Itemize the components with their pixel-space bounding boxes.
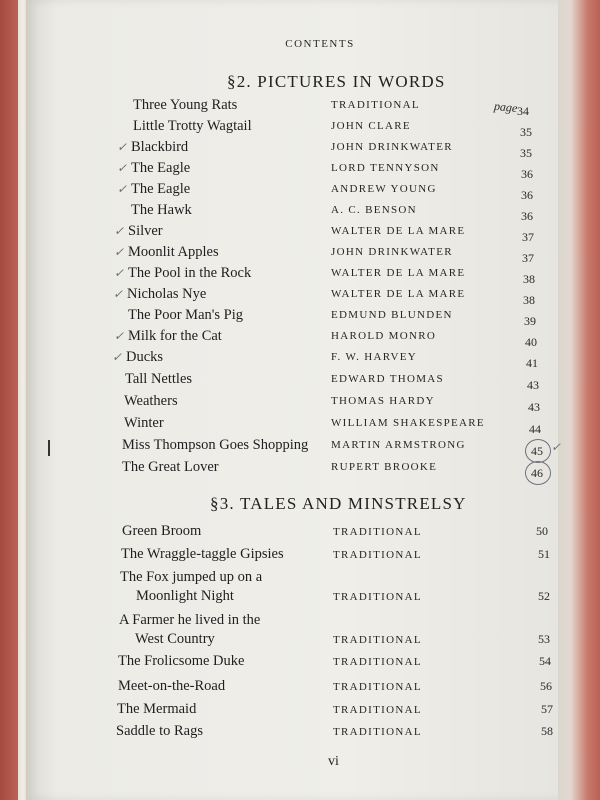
entry-author: EDWARD THOMAS <box>331 373 444 385</box>
entry-title: The Hawk <box>131 202 192 218</box>
entry-author: TRADITIONAL <box>333 591 422 603</box>
entry-author: ANDREW YOUNG <box>331 183 437 195</box>
entry-author: TRADITIONAL <box>331 99 420 111</box>
entry-page: 36 <box>521 188 533 202</box>
entry-title: Miss Thompson Goes Shopping <box>122 437 309 453</box>
entry-author: MARTIN ARMSTRONG <box>331 439 466 451</box>
page-number-footer: vi <box>328 754 339 769</box>
entry-title: The Poor Man's Pig <box>128 307 243 323</box>
entry-author: WALTER DE LA MARE <box>331 288 466 300</box>
entry-title: Milk for the Cat <box>128 328 222 344</box>
entry-page: 45 <box>531 444 543 458</box>
entry-title-continued: Moonlight Night <box>136 588 234 604</box>
entry-author: TRADITIONAL <box>333 704 422 716</box>
page-label: page <box>493 98 519 116</box>
entry-page: 36 <box>521 167 533 181</box>
tick-mark: ✓ <box>114 224 125 238</box>
entry-author: WILLIAM SHAKESPEARE <box>331 417 485 429</box>
entry-title: The Pool in the Rock <box>128 265 252 281</box>
tick-mark: ✓ <box>114 266 125 280</box>
entry-title: Moonlit Apples <box>128 244 219 260</box>
entry-page: 44 <box>529 422 541 436</box>
section-3-title: §3. TALES AND MINSTRELSY <box>210 494 467 513</box>
entry-author: JOHN DRINKWATER <box>331 141 453 153</box>
circled-page-mark <box>525 461 551 485</box>
entry-author: TRADITIONAL <box>333 681 422 693</box>
entry-page: 43 <box>527 378 539 392</box>
entry-author: HAROLD MONRO <box>331 330 437 342</box>
entry-author: A. C. BENSON <box>331 204 417 216</box>
entry-title: Tall Nettles <box>125 371 193 387</box>
entry-title: Little Trotty Wagtail <box>133 118 252 134</box>
entry-page: 57 <box>541 702 553 716</box>
entry-page: 39 <box>524 314 536 328</box>
entry-author: TRADITIONAL <box>333 549 422 561</box>
section-2-title: §2. PICTURES IN WORDS <box>227 72 446 91</box>
entry-page: 38 <box>523 293 535 307</box>
entry-author: WALTER DE LA MARE <box>331 225 466 237</box>
book-page <box>26 0 562 800</box>
entry-page: 54 <box>539 654 551 668</box>
entry-title: Saddle to Rags <box>116 723 203 739</box>
entry-title: Silver <box>128 223 163 239</box>
entry-page: 37 <box>522 230 534 244</box>
entry-page: 43 <box>528 400 540 414</box>
tick-mark: ✓ <box>112 350 123 364</box>
entry-author: TRADITIONAL <box>333 634 422 646</box>
entry-page: 35 <box>520 146 532 160</box>
entry-page: 56 <box>540 679 552 693</box>
tick-mark: ✓ <box>114 245 125 259</box>
facing-page-edge <box>558 0 600 800</box>
entry-title: The Fox jumped up on a <box>120 569 263 585</box>
entry-author: TRADITIONAL <box>333 656 422 668</box>
tick-mark: ✓ <box>551 440 562 454</box>
entry-page: 40 <box>525 335 537 349</box>
circled-page-mark <box>525 439 551 463</box>
entry-title: A Farmer he lived in the <box>119 612 261 628</box>
entry-author: WALTER DE LA MARE <box>331 267 466 279</box>
entry-page: 53 <box>538 632 550 646</box>
contents-heading: CONTENTS <box>285 38 355 50</box>
entry-author: THOMAS HARDY <box>331 395 435 407</box>
tick-mark: ✓ <box>114 329 125 343</box>
entry-title: The Eagle <box>131 160 191 176</box>
entry-title: Winter <box>124 415 164 431</box>
tick-mark: ✓ <box>117 182 128 196</box>
entry-author: JOHN CLARE <box>331 120 411 132</box>
entry-title: The Frolicsome Duke <box>118 653 245 669</box>
entry-author: EDMUND BLUNDEN <box>331 309 453 321</box>
entry-page: 50 <box>536 524 548 538</box>
entry-author: TRADITIONAL <box>333 526 422 538</box>
tick-mark: ✓ <box>117 140 128 154</box>
tick-mark: ✓ <box>113 287 124 301</box>
entry-author: JOHN DRINKWATER <box>331 246 453 258</box>
entry-title: Weathers <box>124 393 178 409</box>
entry-page: 38 <box>523 272 535 286</box>
entry-page: 51 <box>538 547 550 561</box>
entry-title: Three Young Rats <box>133 97 238 113</box>
tick-mark: ✓ <box>117 161 128 175</box>
entry-author: LORD TENNYSON <box>331 162 440 174</box>
entry-title: Nicholas Nye <box>127 286 207 302</box>
entry-title: The Mermaid <box>117 701 197 717</box>
entry-author: F. W. HARVEY <box>331 351 417 363</box>
entry-page: 46 <box>531 466 543 480</box>
pencil-mark <box>48 440 50 456</box>
entry-page: 41 <box>526 356 538 370</box>
entry-page: 58 <box>541 724 553 738</box>
entry-page: 34 <box>517 104 529 118</box>
entry-title: The Eagle <box>131 181 191 197</box>
entry-title-continued: West Country <box>135 631 215 647</box>
entry-title: Green Broom <box>122 523 202 539</box>
entry-title: Blackbird <box>131 139 189 155</box>
entry-page: 37 <box>522 251 534 265</box>
entry-title: The Wraggle-taggle Gipsies <box>121 546 284 562</box>
entry-page: 52 <box>538 589 550 603</box>
entry-page: 35 <box>520 125 532 139</box>
entry-title: Meet-on-the-Road <box>118 678 226 694</box>
entry-title: The Great Lover <box>122 459 219 475</box>
entry-author: TRADITIONAL <box>333 726 422 738</box>
entry-page: 36 <box>521 209 533 223</box>
entry-title: Ducks <box>126 349 164 365</box>
entry-author: RUPERT BROOKE <box>331 461 438 473</box>
